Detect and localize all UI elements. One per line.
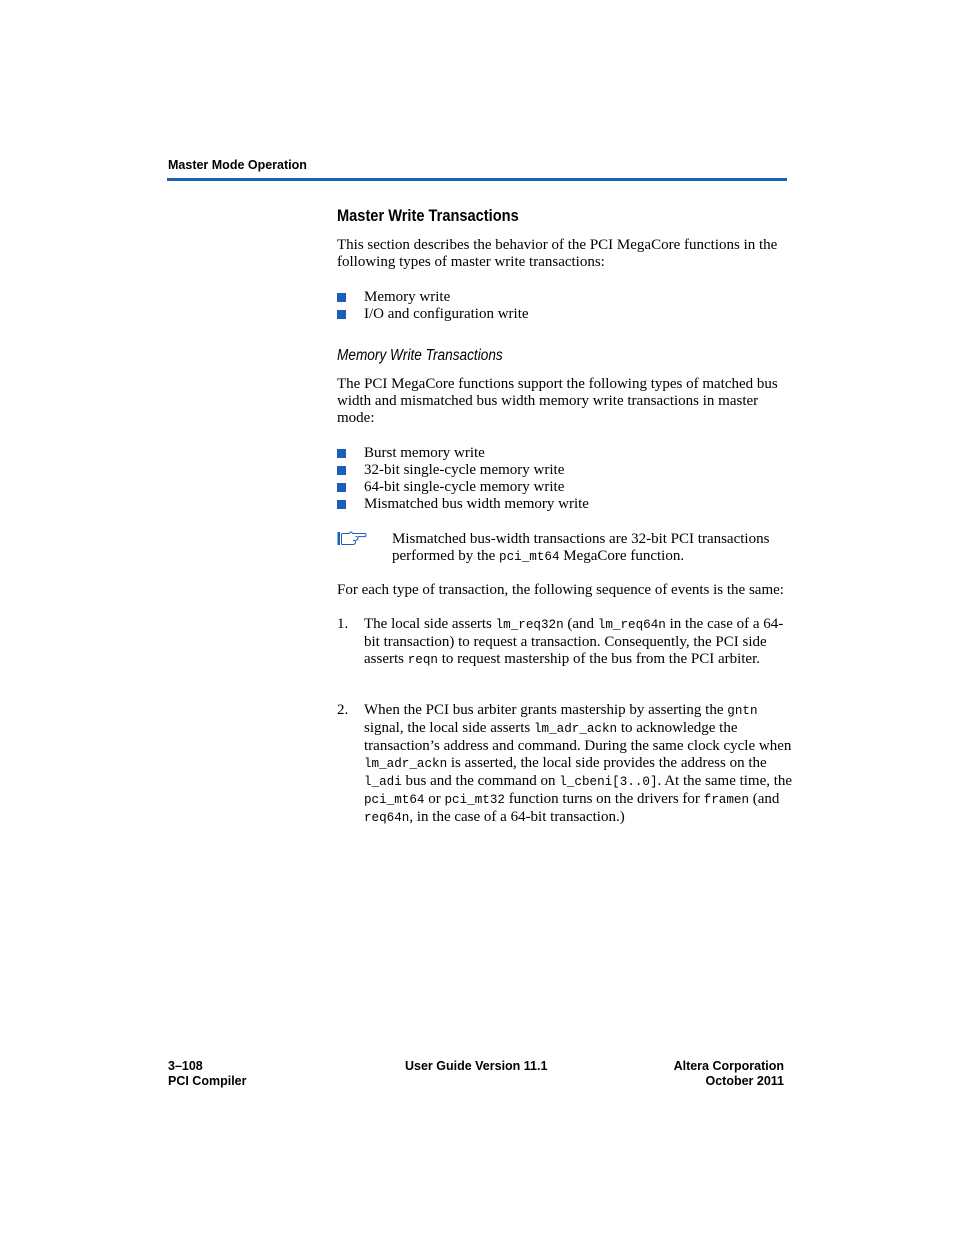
write-types-list	[337, 289, 529, 323]
page-number: 3–108	[168, 1059, 203, 1073]
square-bullet-icon	[337, 500, 346, 509]
note-text: Mismatched bus-width transactions are 32-bit PCI transactions performed by the pci_mt64 MegaCore function.	[392, 531, 770, 564]
sequence-intro: For each type of transaction, the following sequence of events is the same:	[337, 582, 784, 598]
list-item: 64-bit single-cycle memory write	[337, 479, 589, 496]
step-number: 1.	[337, 616, 349, 632]
step-text: When the PCI bus arbiter grants mastership by asserting the gntn signal, the local side asserts lm_adr_ackn to acknowledge the transaction’s address and command. During the same clock cycle when lm_adr_ackn is asserted, the local side provides the address on the l_adi bus and the command on l_cbeni[3..0]. At the same time, the pci_mt64 or pci_mt32 function turns on the drivers for framen (and req64n, in the case of a 64-bit transaction.)	[364, 702, 793, 825]
list-item: I/O and configuration write	[337, 306, 529, 323]
list-item: Memory write	[337, 289, 529, 306]
subsection-intro: The PCI MegaCore functions support the following types of matched bus width and mismatched bus width memory write transactions in master mode:	[337, 376, 778, 426]
pointing-hand-icon	[337, 531, 367, 547]
square-bullet-icon	[337, 483, 346, 492]
guide-version: User Guide Version 11.1	[405, 1059, 548, 1073]
list-item: Burst memory write	[337, 445, 589, 462]
footer-right	[674, 1059, 784, 1089]
square-bullet-icon	[337, 310, 346, 319]
list-item: Mismatched bus width memory write	[337, 496, 589, 513]
publication-date: October 2011	[705, 1074, 784, 1088]
step-text: The local side asserts lm_req32n (and lm_req64n in the case of a 64-bit transaction) to request a transaction. Consequently, the PCI side asserts reqn to request mastership of the bus from the PCI arbiter.	[364, 616, 784, 667]
section-intro: This section describes the behavior of the PCI MegaCore functions in the following types of master write transactions:	[337, 237, 778, 270]
header-rule	[167, 178, 787, 181]
step-number: 2.	[337, 702, 349, 718]
subsection-heading: Memory Write Transactions	[337, 347, 503, 364]
square-bullet-icon	[337, 466, 346, 475]
memory-write-types-list	[337, 445, 589, 513]
section-heading: Master Write Transactions	[337, 206, 519, 225]
company-name: Altera Corporation	[673, 1059, 784, 1073]
running-header: Master Mode Operation	[168, 158, 307, 172]
square-bullet-icon	[337, 449, 346, 458]
footer-left	[168, 1059, 247, 1089]
square-bullet-icon	[337, 293, 346, 302]
product-name: PCI Compiler	[168, 1074, 247, 1088]
list-item: 32-bit single-cycle memory write	[337, 462, 589, 479]
